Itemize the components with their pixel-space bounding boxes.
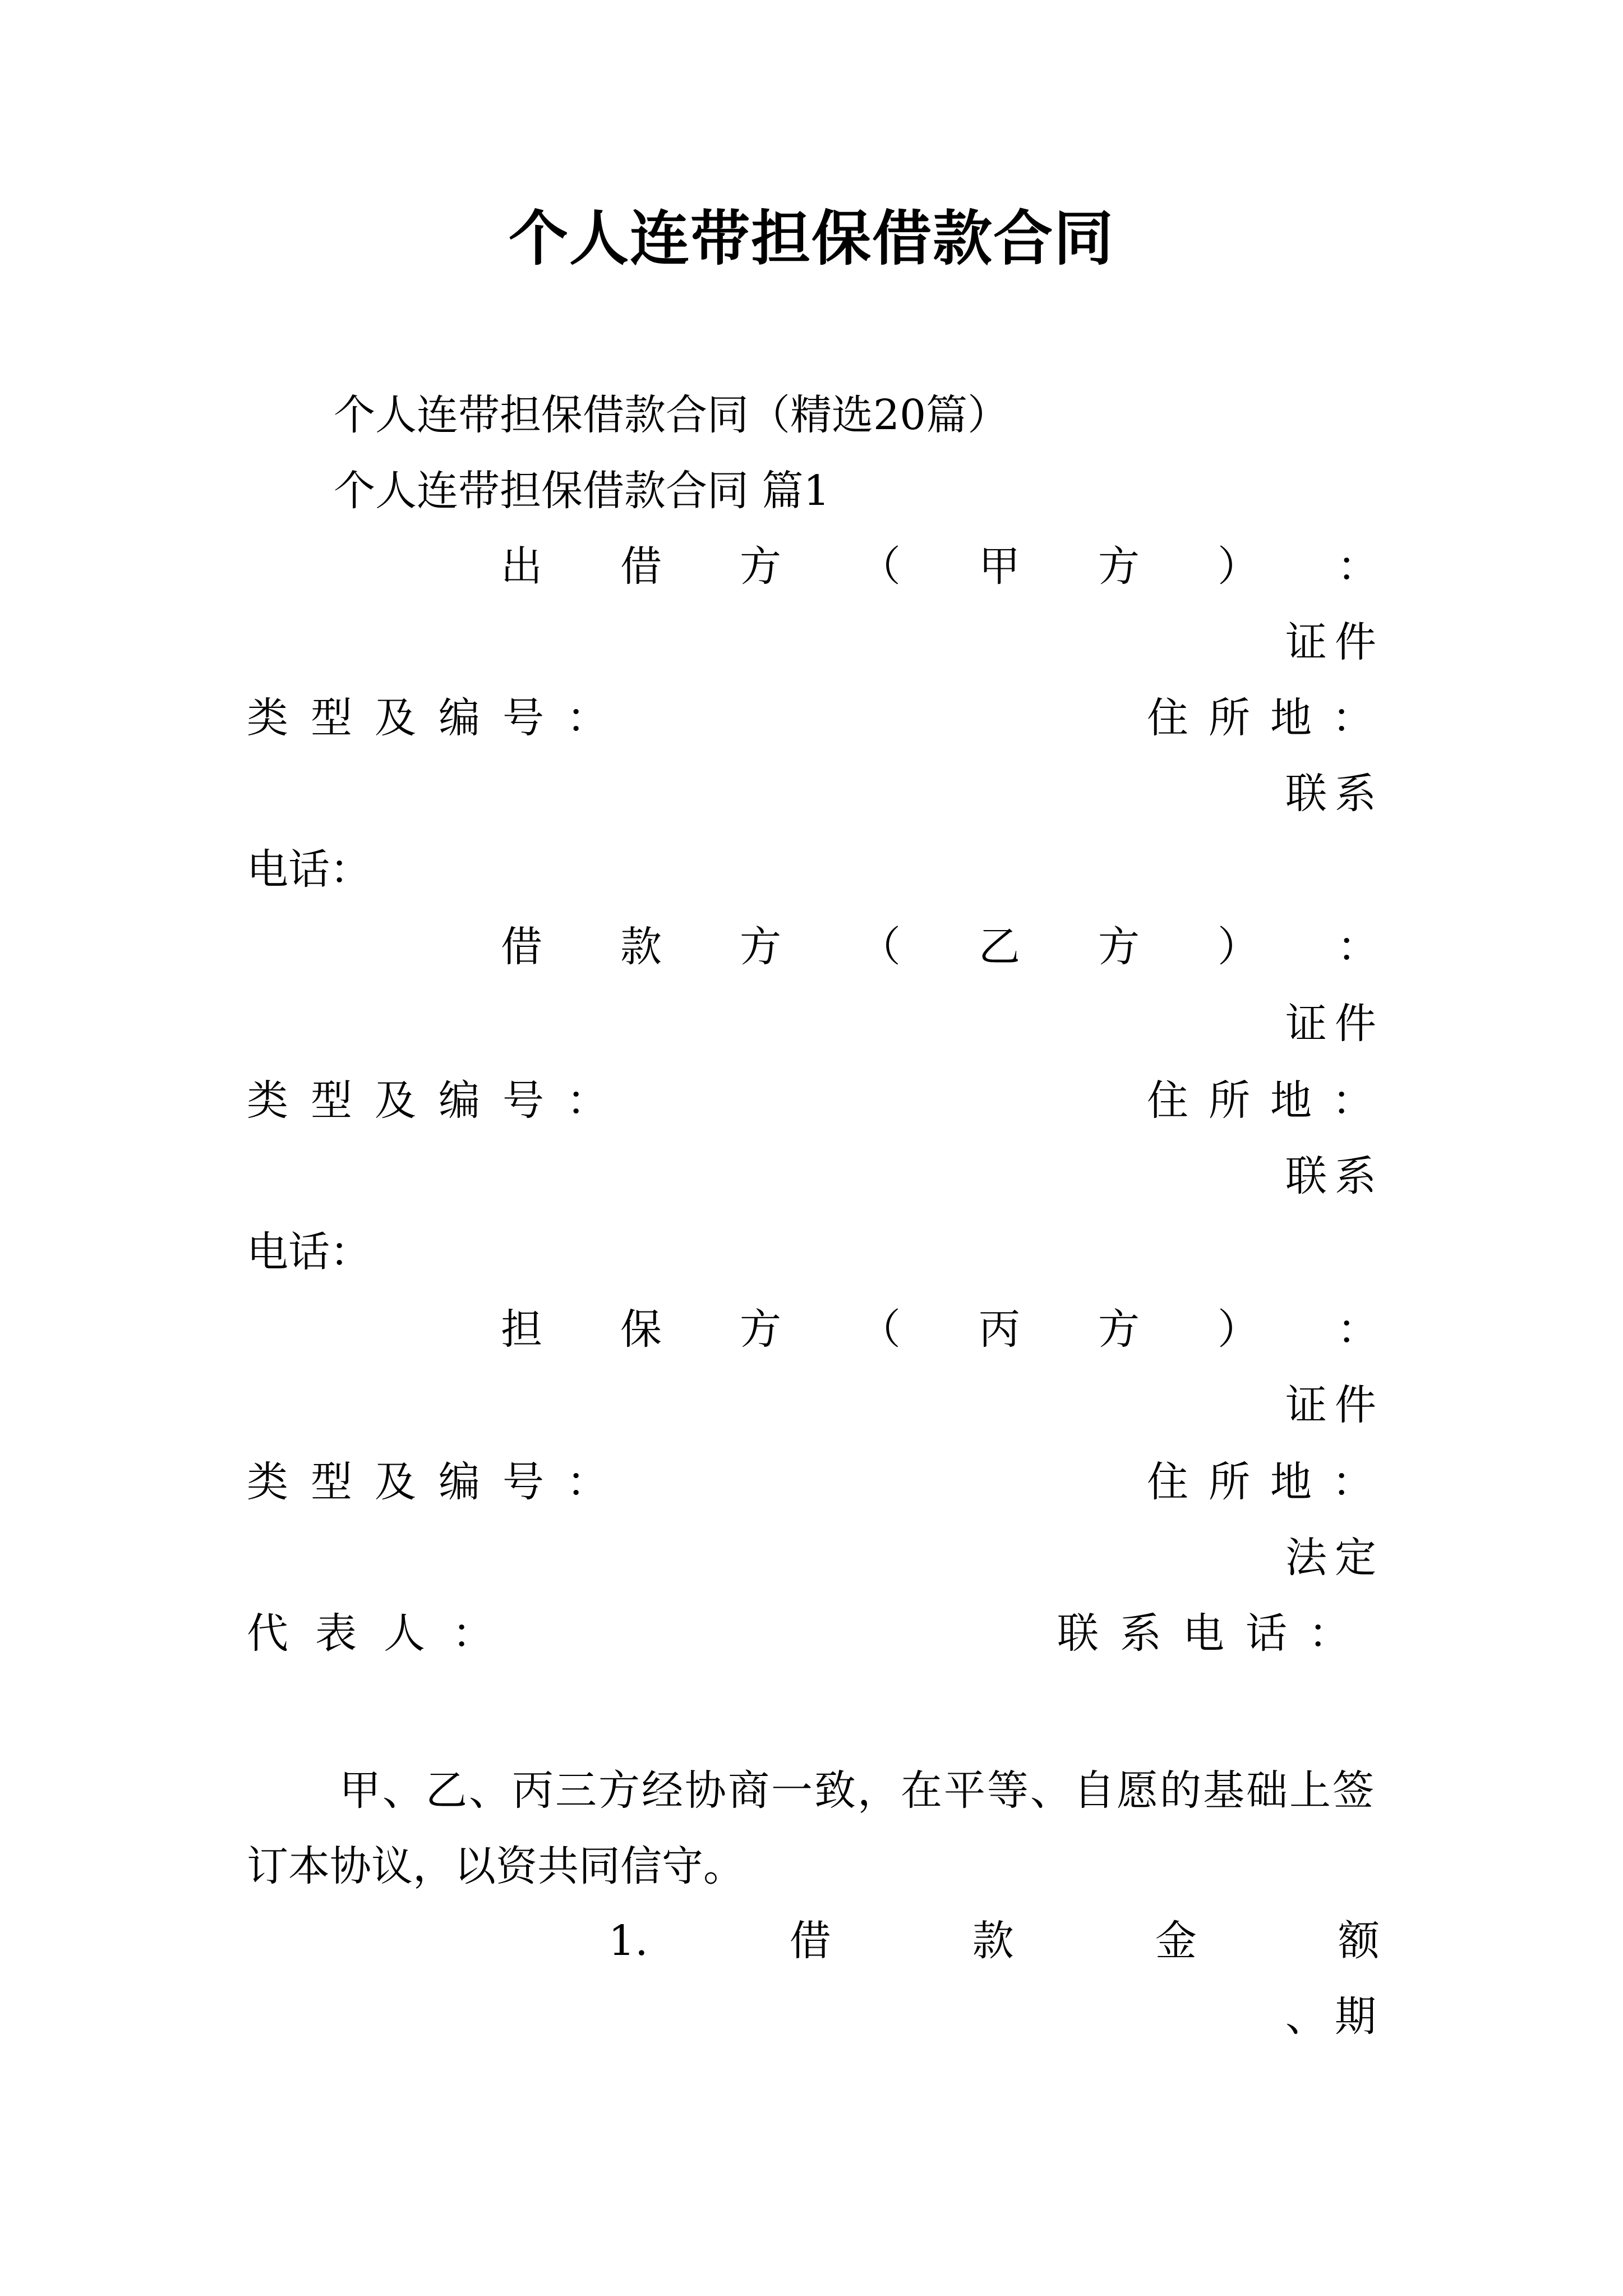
- clause-1-heading-tail: 、期: [1285, 1993, 1384, 2041]
- intro-paragraph-line-1: 甲、乙、丙三方经协商一致，在平等、自愿的基础上签: [339, 1766, 1376, 1815]
- lender-phone-label-tail: 联系: [1285, 770, 1384, 818]
- guarantor-rep-label-tail: 法定: [1285, 1534, 1384, 1582]
- borrower-phone-label: 电话：: [247, 1228, 371, 1276]
- guarantor-phone-label: 联系电话：: [1057, 1609, 1371, 1658]
- borrower-heading: 借 款 方 （ 乙 方 ） ：: [501, 923, 1378, 971]
- document-title: 个人连带担保借款合同: [509, 203, 1114, 273]
- lender-id-label-tail: 证件: [1285, 618, 1384, 666]
- borrower-id-label-tail: 证件: [1285, 1000, 1384, 1048]
- lender-heading: 出 借 方 （ 甲 方 ） ：: [501, 542, 1378, 591]
- clause-1-heading: 1. 借 款 金 额: [608, 1917, 1380, 1965]
- document-subtitle: 个人连带担保借款合同（精选20篇）: [334, 391, 1009, 439]
- guarantor-heading: 担 保 方 （ 丙 方 ） ：: [501, 1305, 1378, 1354]
- guarantor-rep-label: 代表人：: [247, 1609, 520, 1658]
- guarantor-address-label: 住所地：: [1147, 1458, 1394, 1506]
- borrower-address-label: 住所地：: [1147, 1076, 1394, 1125]
- lender-id-label: 类型及编号：: [247, 694, 630, 742]
- lender-phone-label: 电话：: [247, 845, 371, 894]
- part-heading: 个人连带担保借款合同 篇1: [334, 467, 830, 515]
- borrower-phone-label-tail: 联系: [1285, 1152, 1384, 1200]
- guarantor-id-label-tail: 证件: [1285, 1381, 1384, 1429]
- lender-address-label: 住所地：: [1147, 694, 1394, 742]
- intro-paragraph-line-2: 订本协议，以资共同信守。: [247, 1842, 745, 1890]
- guarantor-id-label: 类型及编号：: [247, 1458, 630, 1506]
- borrower-id-label: 类型及编号：: [247, 1076, 630, 1125]
